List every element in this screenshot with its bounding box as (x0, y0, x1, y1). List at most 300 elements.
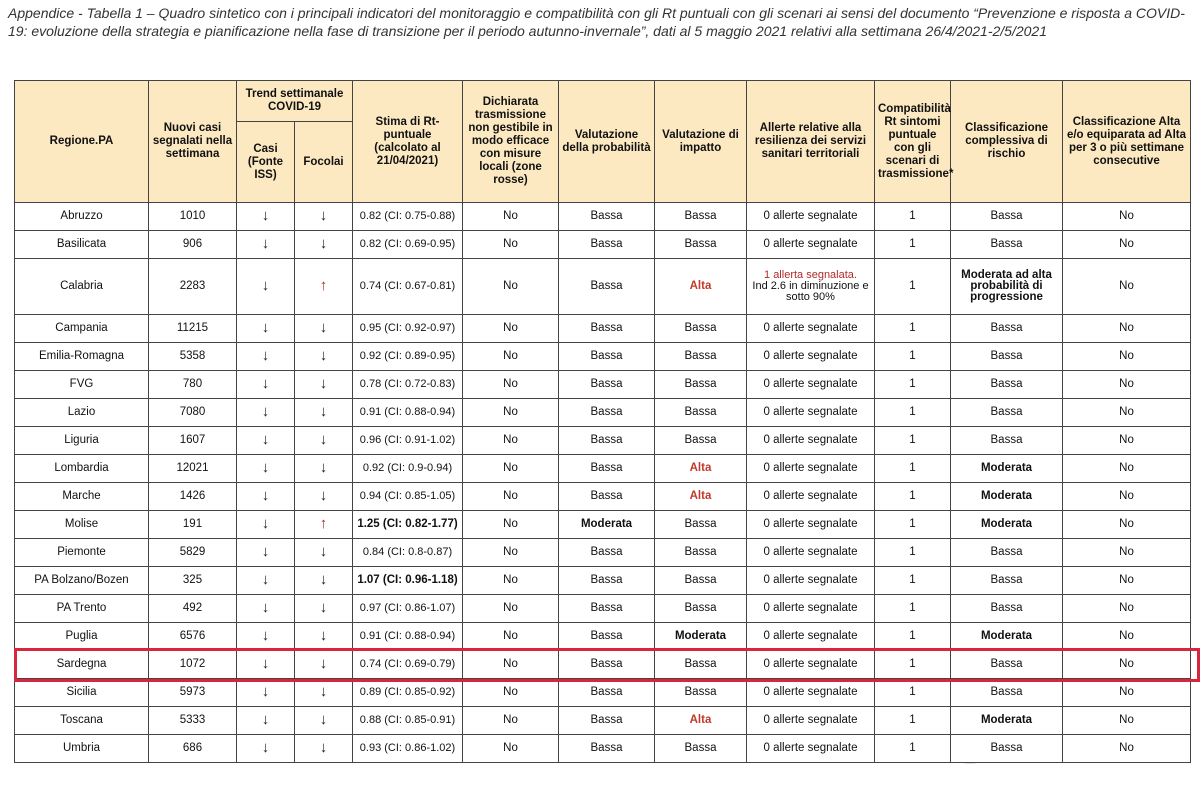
allerte-text: 0 allerte segnalate (763, 238, 858, 250)
arrow-down-icon: ↓ (261, 403, 270, 420)
cell-impatto: Bassa (655, 399, 747, 427)
cell-trend-focolai (295, 259, 353, 315)
cell-trend-casi (237, 203, 295, 231)
cell-alta3: No (1063, 595, 1191, 623)
cell-compatibilita: 1 (875, 595, 951, 623)
arrow-down-icon: ↓ (261, 487, 270, 504)
cell-regione: Molise (15, 511, 149, 539)
cell-allerte (747, 371, 875, 399)
allerte-extra-text: Ind 2.6 in diminuzione e sotto 90% (752, 280, 869, 303)
cell-trend-casi (237, 343, 295, 371)
cell-trend-focolai (295, 595, 353, 623)
cell-dichiarata: No (463, 399, 559, 427)
cell-regione: Calabria (15, 259, 149, 315)
cell-allerte (747, 315, 875, 343)
cell-regione: Emilia-Romagna (15, 343, 149, 371)
cell-trend-casi (237, 539, 295, 567)
table-row (15, 427, 1191, 455)
cell-impatto: Bassa (655, 735, 747, 763)
cell-dichiarata: No (463, 315, 559, 343)
header-impatto: Valutazione di impatto (655, 81, 747, 203)
cell-alta3: No (1063, 455, 1191, 483)
table-row (15, 315, 1191, 343)
cell-impatto: Alta (655, 259, 747, 315)
arrow-down-icon: ↓ (319, 599, 328, 616)
cell-classificazione: Moderata ad alta probabilità di progressione (951, 259, 1063, 315)
cell-trend-casi (237, 707, 295, 735)
cell-regione: Piemonte (15, 539, 149, 567)
header-classificazione: Classificazione complessiva di rischio (951, 81, 1063, 203)
cell-classificazione: Bassa (951, 371, 1063, 399)
table-row (15, 595, 1191, 623)
cell-classificazione: Bassa (951, 595, 1063, 623)
cell-impatto: Bassa (655, 371, 747, 399)
arrow-down-icon: ↓ (319, 431, 328, 448)
allerte-text: 0 allerte segnalate (763, 742, 858, 754)
arrow-down-icon: ↓ (261, 711, 270, 728)
cell-rt: 0.74 (CI: 0.67-0.81) (353, 259, 463, 315)
cell-probabilita: Bassa (559, 203, 655, 231)
cell-impatto: Alta (655, 707, 747, 735)
cell-alta3: No (1063, 427, 1191, 455)
cell-dichiarata: No (463, 427, 559, 455)
cell-compatibilita: 1 (875, 343, 951, 371)
cell-allerte (747, 259, 875, 315)
allerte-text: 0 allerte segnalate (763, 434, 858, 446)
cell-impatto: Bassa (655, 567, 747, 595)
cell-impatto: Bassa (655, 343, 747, 371)
cell-regione: PA Trento (15, 595, 149, 623)
cell-classificazione: Bassa (951, 231, 1063, 259)
arrow-down-icon: ↓ (261, 655, 270, 672)
cell-nuovi-casi: 5829 (149, 539, 237, 567)
cell-dichiarata: No (463, 343, 559, 371)
cell-alta3: No (1063, 231, 1191, 259)
cell-alta3: No (1063, 343, 1191, 371)
allerte-text: 0 allerte segnalate (763, 574, 858, 586)
cell-allerte (747, 455, 875, 483)
cell-nuovi-casi: 5973 (149, 679, 237, 707)
cell-regione: Toscana (15, 707, 149, 735)
cell-trend-focolai (295, 679, 353, 707)
allerte-text: 0 allerte segnalate (763, 210, 858, 222)
allerte-text: 0 allerte segnalate (763, 518, 858, 530)
cell-probabilita: Bassa (559, 259, 655, 315)
cell-classificazione: Bassa (951, 427, 1063, 455)
cell-allerte (747, 343, 875, 371)
cell-compatibilita: 1 (875, 203, 951, 231)
table-row (15, 455, 1191, 483)
cell-regione: Liguria (15, 427, 149, 455)
cell-regione: PA Bolzano/Bozen (15, 567, 149, 595)
cell-compatibilita: 1 (875, 623, 951, 651)
cell-alta3: No (1063, 735, 1191, 763)
header-casi: Casi (Fonte ISS) (237, 122, 295, 203)
arrow-down-icon: ↓ (319, 459, 328, 476)
cell-classificazione: Moderata (951, 483, 1063, 511)
table-row (15, 735, 1191, 763)
arrow-down-icon: ↓ (319, 375, 328, 392)
cell-nuovi-casi: 7080 (149, 399, 237, 427)
cell-nuovi-casi: 492 (149, 595, 237, 623)
arrow-down-icon: ↓ (261, 627, 270, 644)
allerte-text: 0 allerte segnalate (763, 490, 858, 502)
cell-classificazione: Moderata (951, 455, 1063, 483)
cell-regione: Puglia (15, 623, 149, 651)
cell-trend-casi (237, 679, 295, 707)
cell-rt: 0.82 (CI: 0.75-0.88) (353, 203, 463, 231)
cell-trend-casi (237, 315, 295, 343)
cell-probabilita: Bassa (559, 483, 655, 511)
cell-impatto: Bassa (655, 203, 747, 231)
cell-trend-casi (237, 231, 295, 259)
cell-nuovi-casi: 686 (149, 735, 237, 763)
cell-probabilita: Bassa (559, 343, 655, 371)
cell-compatibilita: 1 (875, 651, 951, 679)
arrow-up-icon: ↑ (319, 515, 328, 532)
header-compatibilita: Compatibilità Rt sintomi puntuale con gli scenari di trasmissione* (875, 81, 951, 203)
cell-trend-focolai (295, 371, 353, 399)
cell-trend-casi (237, 259, 295, 315)
allerte-text: 0 allerte segnalate (763, 602, 858, 614)
arrow-down-icon: ↓ (319, 683, 328, 700)
arrow-down-icon: ↓ (319, 235, 328, 252)
cell-trend-focolai (295, 203, 353, 231)
arrow-down-icon: ↓ (261, 277, 270, 294)
cell-allerte (747, 203, 875, 231)
table-row (15, 511, 1191, 539)
cell-dichiarata: No (463, 203, 559, 231)
cell-dichiarata: No (463, 483, 559, 511)
cell-probabilita: Bassa (559, 371, 655, 399)
cell-nuovi-casi: 5333 (149, 707, 237, 735)
header-dichiarata: Dichiarata trasmissione non gestibile in modo efficace con misure locali (zone rosse) (463, 81, 559, 203)
arrow-down-icon: ↓ (319, 543, 328, 560)
allerte-text: 0 allerte segnalate (763, 686, 858, 698)
cell-regione: Umbria (15, 735, 149, 763)
cell-allerte (747, 651, 875, 679)
cell-allerte (747, 623, 875, 651)
cell-trend-focolai (295, 567, 353, 595)
arrow-down-icon: ↓ (261, 347, 270, 364)
cell-classificazione: Bassa (951, 203, 1063, 231)
cell-dichiarata: No (463, 679, 559, 707)
cell-nuovi-casi: 5358 (149, 343, 237, 371)
table-row (15, 567, 1191, 595)
cell-probabilita: Bassa (559, 455, 655, 483)
arrow-down-icon: ↓ (319, 627, 328, 644)
cell-trend-focolai (295, 455, 353, 483)
monitoring-table (14, 80, 1191, 763)
arrow-down-icon: ↓ (319, 571, 328, 588)
header-probabilita: Valutazione della probabilità (559, 81, 655, 203)
arrow-down-icon: ↓ (319, 403, 328, 420)
cell-trend-focolai (295, 707, 353, 735)
cell-compatibilita: 1 (875, 427, 951, 455)
cell-trend-casi (237, 427, 295, 455)
cell-allerte (747, 231, 875, 259)
cell-compatibilita: 1 (875, 707, 951, 735)
cell-rt: 0.78 (CI: 0.72-0.83) (353, 371, 463, 399)
cell-classificazione: Bassa (951, 315, 1063, 343)
cell-classificazione: Bassa (951, 539, 1063, 567)
cell-allerte (747, 595, 875, 623)
table-row (15, 483, 1191, 511)
header-regione: Regione.PA (15, 81, 149, 203)
table-row (15, 679, 1191, 707)
allerte-text: 0 allerte segnalate (763, 714, 858, 726)
arrow-down-icon: ↓ (261, 515, 270, 532)
table-row (15, 539, 1191, 567)
cell-allerte (747, 567, 875, 595)
cell-trend-focolai (295, 427, 353, 455)
cell-regione: Marche (15, 483, 149, 511)
table-row (15, 651, 1191, 679)
cell-trend-casi (237, 371, 295, 399)
arrow-down-icon: ↓ (261, 571, 270, 588)
cell-rt: 0.84 (CI: 0.8-0.87) (353, 539, 463, 567)
table-row (15, 399, 1191, 427)
cell-trend-casi (237, 735, 295, 763)
cell-alta3: No (1063, 483, 1191, 511)
cell-alta3: No (1063, 315, 1191, 343)
arrow-down-icon: ↓ (319, 319, 328, 336)
cell-rt: 0.91 (CI: 0.88-0.94) (353, 623, 463, 651)
cell-regione: FVG (15, 371, 149, 399)
cell-probabilita: Bassa (559, 595, 655, 623)
cell-compatibilita: 1 (875, 315, 951, 343)
cell-allerte (747, 483, 875, 511)
cell-nuovi-casi: 12021 (149, 455, 237, 483)
cell-trend-focolai (295, 399, 353, 427)
cell-nuovi-casi: 906 (149, 231, 237, 259)
cell-alta3: No (1063, 203, 1191, 231)
cell-nuovi-casi: 1607 (149, 427, 237, 455)
cell-compatibilita: 1 (875, 679, 951, 707)
cell-rt: 0.89 (CI: 0.85-0.92) (353, 679, 463, 707)
cell-regione: Basilicata (15, 231, 149, 259)
cell-alta3: No (1063, 399, 1191, 427)
cell-trend-focolai (295, 539, 353, 567)
cell-compatibilita: 1 (875, 511, 951, 539)
table-row (15, 203, 1191, 231)
cell-dichiarata: No (463, 371, 559, 399)
cell-impatto: Bassa (655, 427, 747, 455)
cell-compatibilita: 1 (875, 231, 951, 259)
cell-rt: 0.93 (CI: 0.86-1.02) (353, 735, 463, 763)
cell-dichiarata: No (463, 595, 559, 623)
cell-compatibilita: 1 (875, 455, 951, 483)
header-row (15, 81, 1191, 122)
allerte-text: 0 allerte segnalate (763, 630, 858, 642)
cell-trend-casi (237, 511, 295, 539)
cell-trend-focolai (295, 651, 353, 679)
header-allerte: Allerte relative alla resilienza dei servizi sanitari territoriali (747, 81, 875, 203)
cell-compatibilita: 1 (875, 259, 951, 315)
cell-probabilita: Bassa (559, 623, 655, 651)
cell-trend-casi (237, 623, 295, 651)
cell-probabilita: Bassa (559, 679, 655, 707)
cell-nuovi-casi: 6576 (149, 623, 237, 651)
table-caption: Appendice - Tabella 1 – Quadro sintetico con i principali indicatori del monitoraggio e compatibilità con gli Rt puntuali con gli scenari ai sensi del documento “Prevenzione e risposta a COVID-19: evoluzione della strategia e pianificazione nella fase di transizione per il periodo autunno-invernale”, dati al 5 maggio 2021 relativi alla settimana 26/4/2021-2/5/2021 (8, 5, 1185, 39)
cell-allerte (747, 735, 875, 763)
cell-compatibilita: 1 (875, 735, 951, 763)
cell-allerte (747, 427, 875, 455)
table-body (15, 203, 1191, 763)
cell-trend-casi (237, 595, 295, 623)
cell-dichiarata: No (463, 707, 559, 735)
cell-impatto: Alta (655, 483, 747, 511)
cell-probabilita: Bassa (559, 707, 655, 735)
table-row (15, 707, 1191, 735)
arrow-down-icon: ↓ (261, 235, 270, 252)
arrow-down-icon: ↓ (319, 711, 328, 728)
cell-probabilita: Bassa (559, 567, 655, 595)
allerte-text: 0 allerte segnalate (763, 322, 858, 334)
cell-probabilita: Moderata (559, 511, 655, 539)
cell-dichiarata: No (463, 651, 559, 679)
cell-regione: Lombardia (15, 455, 149, 483)
cell-nuovi-casi: 1426 (149, 483, 237, 511)
header-alta3: Classificazione Alta e/o equiparata ad Alta per 3 o più settimane consecutive (1063, 81, 1191, 203)
cell-allerte (747, 399, 875, 427)
table-row (15, 623, 1191, 651)
cell-dichiarata: No (463, 231, 559, 259)
cell-dichiarata: No (463, 455, 559, 483)
cell-probabilita: Bassa (559, 651, 655, 679)
cell-classificazione: Moderata (951, 707, 1063, 735)
arrow-down-icon: ↓ (261, 319, 270, 336)
arrow-down-icon: ↓ (261, 207, 270, 224)
cell-nuovi-casi: 1010 (149, 203, 237, 231)
cell-regione: Lazio (15, 399, 149, 427)
cell-compatibilita: 1 (875, 567, 951, 595)
cell-classificazione: Bassa (951, 651, 1063, 679)
cell-alta3: No (1063, 623, 1191, 651)
allerte-text: 0 allerte segnalate (763, 658, 858, 670)
arrow-down-icon: ↓ (319, 207, 328, 224)
cell-classificazione: Bassa (951, 399, 1063, 427)
cell-alta3: No (1063, 259, 1191, 315)
cell-rt: 0.96 (CI: 0.91-1.02) (353, 427, 463, 455)
arrow-down-icon: ↓ (319, 655, 328, 672)
cell-alta3: No (1063, 679, 1191, 707)
table-row (15, 259, 1191, 315)
cell-alta3: No (1063, 651, 1191, 679)
cell-trend-focolai (295, 483, 353, 511)
cell-classificazione: Bassa (951, 567, 1063, 595)
cell-nuovi-casi: 1072 (149, 651, 237, 679)
cell-trend-focolai (295, 511, 353, 539)
cell-impatto: Bassa (655, 679, 747, 707)
arrow-down-icon: ↓ (319, 347, 328, 364)
cell-trend-casi (237, 567, 295, 595)
arrow-down-icon: ↓ (261, 543, 270, 560)
cell-classificazione: Moderata (951, 511, 1063, 539)
cell-probabilita: Bassa (559, 231, 655, 259)
arrow-down-icon: ↓ (261, 459, 270, 476)
cell-probabilita: Bassa (559, 539, 655, 567)
cell-alta3: No (1063, 511, 1191, 539)
cell-probabilita: Bassa (559, 427, 655, 455)
allerte-text: 0 allerte segnalate (763, 406, 858, 418)
cell-dichiarata: No (463, 623, 559, 651)
cell-rt: 0.92 (CI: 0.9-0.94) (353, 455, 463, 483)
cell-classificazione: Moderata (951, 623, 1063, 651)
cell-dichiarata: No (463, 539, 559, 567)
cell-dichiarata: No (463, 567, 559, 595)
arrow-down-icon: ↓ (261, 431, 270, 448)
arrow-down-icon: ↓ (261, 375, 270, 392)
cell-impatto: Bassa (655, 651, 747, 679)
cell-nuovi-casi: 2283 (149, 259, 237, 315)
arrow-down-icon: ↓ (319, 487, 328, 504)
cell-impatto: Bassa (655, 231, 747, 259)
header-trend: Trend settimanale COVID-19 (237, 81, 353, 122)
allerte-text: 0 allerte segnalate (763, 378, 858, 390)
cell-trend-focolai (295, 343, 353, 371)
allerte-text: 0 allerte segnalate (763, 546, 858, 558)
cell-classificazione: Bassa (951, 679, 1063, 707)
cell-trend-casi (237, 651, 295, 679)
cell-impatto: Bassa (655, 539, 747, 567)
arrow-down-icon: ↓ (261, 739, 270, 756)
cell-nuovi-casi: 325 (149, 567, 237, 595)
cell-regione: Campania (15, 315, 149, 343)
cell-alta3: No (1063, 539, 1191, 567)
cell-rt: 0.92 (CI: 0.89-0.95) (353, 343, 463, 371)
cell-trend-focolai (295, 315, 353, 343)
cell-impatto: Bassa (655, 511, 747, 539)
cell-rt: 0.74 (CI: 0.69-0.79) (353, 651, 463, 679)
cell-trend-casi (237, 483, 295, 511)
cell-compatibilita: 1 (875, 539, 951, 567)
cell-nuovi-casi: 191 (149, 511, 237, 539)
allerte-text: 0 allerte segnalate (763, 350, 858, 362)
cell-impatto: Alta (655, 455, 747, 483)
cell-rt: 0.94 (CI: 0.85-1.05) (353, 483, 463, 511)
arrow-up-icon: ↑ (319, 277, 328, 294)
arrow-down-icon: ↓ (319, 739, 328, 756)
cell-regione: Sicilia (15, 679, 149, 707)
cell-probabilita: Bassa (559, 315, 655, 343)
cell-dichiarata: No (463, 511, 559, 539)
cell-trend-casi (237, 399, 295, 427)
table-row (15, 371, 1191, 399)
cell-rt: 0.97 (CI: 0.86-1.07) (353, 595, 463, 623)
cell-rt: 0.95 (CI: 0.92-0.97) (353, 315, 463, 343)
cell-regione: Abruzzo (15, 203, 149, 231)
header-focolai: Focolai (295, 122, 353, 203)
cell-rt: 0.91 (CI: 0.88-0.94) (353, 399, 463, 427)
arrow-down-icon: ↓ (261, 683, 270, 700)
cell-compatibilita: 1 (875, 399, 951, 427)
cell-trend-focolai (295, 735, 353, 763)
arrow-down-icon: ↓ (261, 599, 270, 616)
cell-impatto: Bassa (655, 595, 747, 623)
cell-alta3: No (1063, 707, 1191, 735)
cell-regione: Sardegna (15, 651, 149, 679)
cell-rt: 1.25 (CI: 0.82-1.77) (353, 511, 463, 539)
cell-compatibilita: 1 (875, 371, 951, 399)
cell-rt: 1.07 (CI: 0.96-1.18) (353, 567, 463, 595)
cell-dichiarata: No (463, 735, 559, 763)
table-row (15, 231, 1191, 259)
header-nuovi-casi: Nuovi casi segnalati nella settimana (149, 81, 237, 203)
cell-probabilita: Bassa (559, 735, 655, 763)
cell-trend-focolai (295, 623, 353, 651)
cell-dichiarata: No (463, 259, 559, 315)
